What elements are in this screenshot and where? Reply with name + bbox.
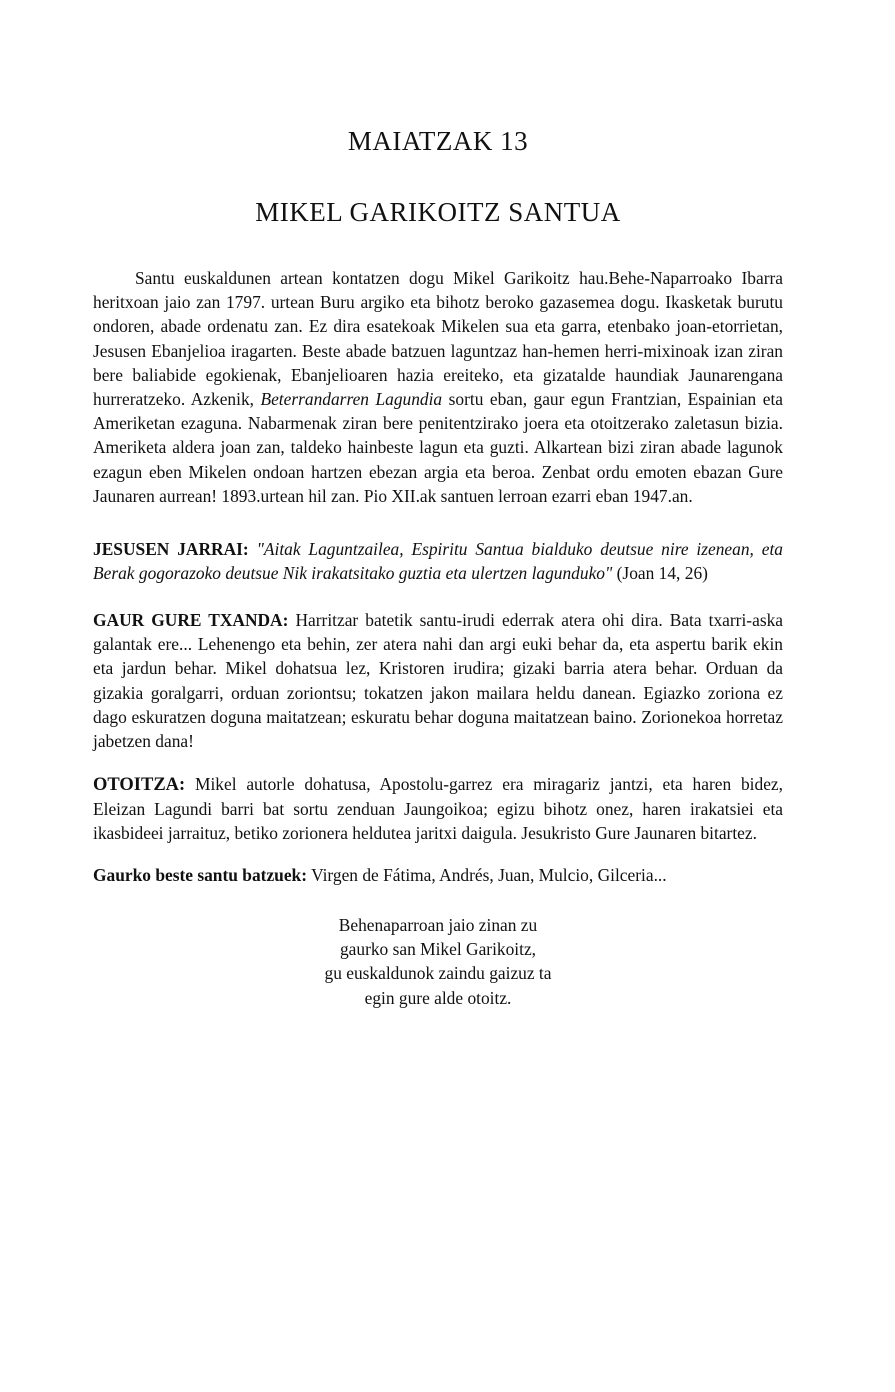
poem-line: egin gure alde otoitz.	[364, 987, 512, 1008]
gaur-gure-txanda-paragraph	[93, 608, 783, 753]
jesusen-label: JESUSEN JARRAI:	[93, 539, 249, 559]
gaur-text: Harritzar batetik santu-irudi ederrak atera ohi dira. Bata txarri-aska galantak ere... Lehenengo eta behin, zer atera nahi dan argi euki behar da, eta aspertu barik ekin eta jardun behar. Mikel dohatsua lez, Kristoren irudira; gizaki barria atera behar. Orduan da gizakia goralgarri, orduan zoriontsu; tokatzen jakon mailara heldu danean. Egiazko zoriona ez dago eskuratzen doguna maitatzean; eskuratu behar doguna maitatzean baino. Zorionekoa horretaz jabetzen dana!	[93, 610, 783, 752]
intro-italic: Beterrandarren Lagundia	[260, 389, 443, 410]
poem-line: gaurko san Mikel Garikoitz,	[339, 939, 537, 960]
gaur-label: GAUR GURE TXANDA:	[93, 610, 289, 630]
beste-label: Gaurko beste santu batzuek:	[93, 865, 308, 885]
poem-line: Behenaparroan jaio zinan zu	[338, 915, 538, 935]
beste-text: Virgen de Fátima, Andrés, Juan, Mulcio, Gilceria...	[307, 865, 667, 885]
jesusen-reference: (Joan 14, 26)	[612, 563, 708, 584]
intro-text-1: Santu euskaldunen artean kontatzen dogu Mikel Garikoitz hau.Behe-Naparroako Ibarra heritxoan jaio zan 1797. urtean Buru argiko eta bihotz beroko gazasemea dogu. Ikasketak burutu ondoren, abade ordenatu zan. Ez dira esatekoak Mikelen sua eta garra, etenbako joan-etorrietan, Jesusen Ebanjelioa iragarten. Beste abade batzuen laguntzaz han-hemen herri-mixinoak izan ziran bere baliabide egokienak, Ebanjelioaren hazia ereiteko, eta gizatalde haundiak Jaunarengana hurreratzeko. Azkenik,	[93, 268, 783, 410]
intro-paragraph	[93, 266, 783, 508]
jesusen-quote: "Aitak Laguntzailea, Espiritu Santua bialduko deutsue nire izenean, eta Berak gogorazoko deutsue Nik irakatsitako guztia eta ulertzen lagunduko"	[93, 539, 783, 584]
intro-text-2: sortu eban, gaur egun Frantzian, Espainian eta Ameriketan ezaguna. Nabarmenak ziran bere penitentzirako joera eta otoitzerako zaletasun bizia. Ameriketa aldera joan zan, taldeko hainbeste lagun eta guzti. Alkartean bizi ziran abade lagunok ezagun eben Mikelen ondoan hartzen ebezan argia eta beroa. Zenbat ordu emoten ebazan Gure Jaunaren aurrean! 1893.urtean hil zan. Pio XII.ak santuen lerroan ezarri eban 1947.an.	[93, 389, 783, 506]
jesusen-jarrai-paragraph	[93, 537, 783, 585]
otoitza-label: OTOITZA:	[93, 775, 186, 795]
otoitza-text: Mikel autorle dohatusa, Apostolu-garrez era miragariz jantzi, eta haren bidez, Eleizan Lagundi barri bat sortu zenduan Jaungoikoa; egizu bihotz onez, haren irakatsiei eta ikasbideei jarraituz, betiko zorionera heldutea jaritxi daigula. Jesukristo Gure Jaunaren bitartez.	[93, 774, 783, 844]
poem	[93, 913, 783, 1010]
poem-line: gu euskaldunok zaindu gaizuz ta	[324, 963, 552, 984]
otoitza-paragraph	[93, 772, 783, 846]
date-title: MAIATZAK 13	[347, 126, 529, 156]
beste-santuak-paragraph	[93, 863, 783, 887]
saint-title: MIKEL GARIKOITZ SANTUA	[255, 197, 621, 227]
